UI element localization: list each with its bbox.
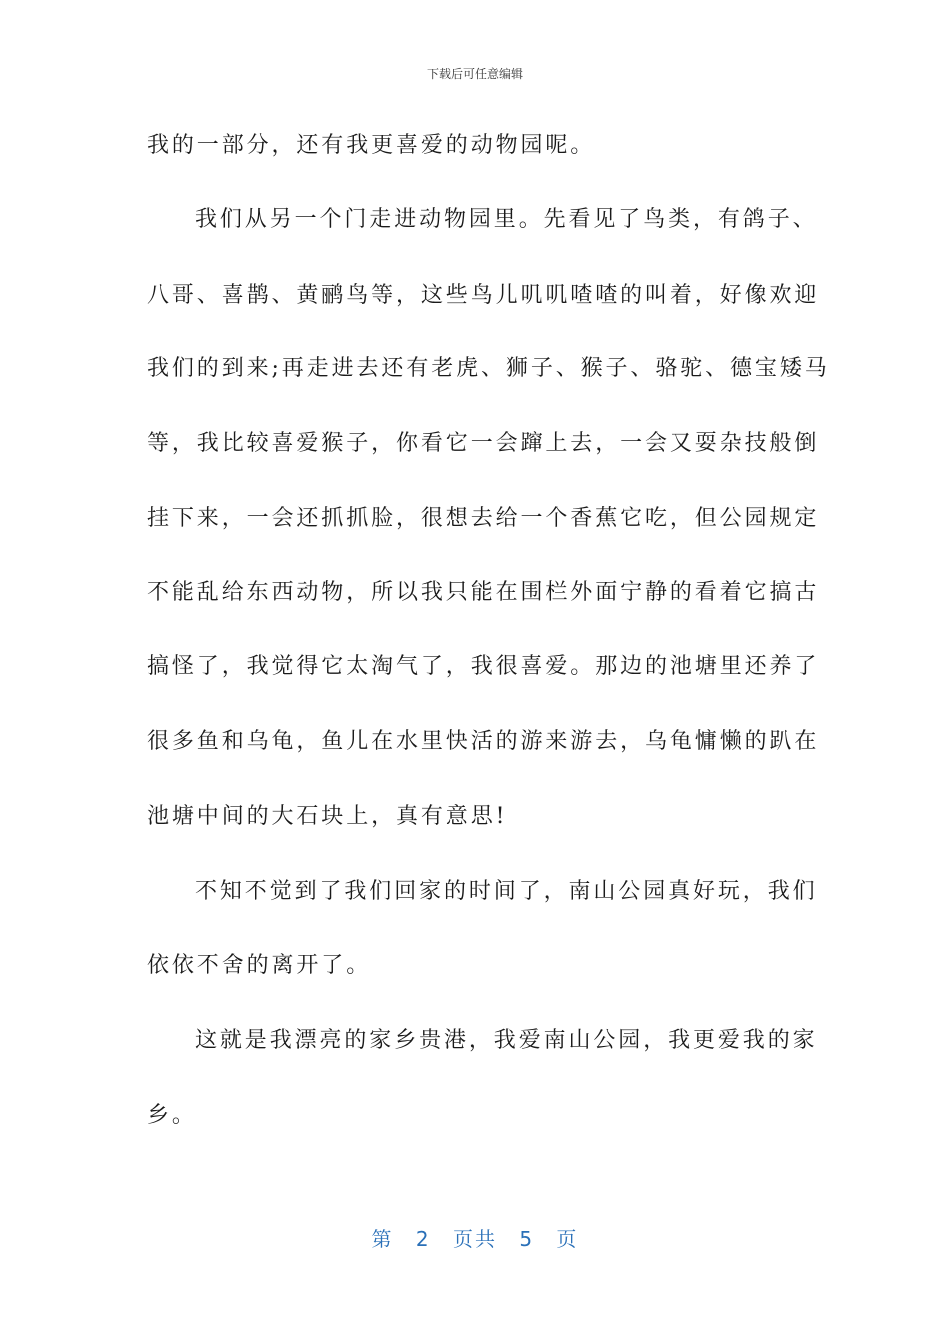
body-line-14: 乡。 (147, 1103, 197, 1128)
body-line-4: 我们的到来;再走进去还有老虎、狮子、猴子、骆驼、德宝矮马 (147, 356, 830, 381)
page-number: 第 2 页共 5 页 (371, 1227, 579, 1251)
body-line-9: 很多鱼和乌龟，鱼儿在水里快活的游来游去，乌龟慵懒的趴在 (147, 729, 820, 754)
body-line-6: 挂下来，一会还抓抓脸，很想去给一个香蕉它吃，但公园规定 (147, 506, 820, 531)
body-line-3: 八哥、喜鹊、黄鹂鸟等，这些鸟儿叽叽喳喳的叫着，好像欢迎 (147, 283, 820, 308)
body-line-5: 等，我比较喜爱猴子，你看它一会蹿上去，一会又耍杂技般倒 (147, 431, 820, 456)
body-line-2: 我们从另一个门走进动物园里。先看见了鸟类，有鸽子、 (195, 207, 818, 232)
body-line-1: 我的一部分，还有我更喜爱的动物园呢。 (147, 133, 596, 158)
body-line-10: 池塘中间的大石块上，真有意思! (147, 804, 508, 829)
body-line-11: 不知不觉到了我们回家的时间了，南山公园真好玩，我们 (195, 879, 818, 904)
body-line-13: 这就是我漂亮的家乡贵港，我爱南山公园，我更爱我的家 (195, 1028, 818, 1053)
body-line-12: 依依不舍的离开了。 (147, 953, 372, 978)
body-line-8: 搞怪了，我觉得它太淘气了，我很喜爱。那边的池塘里还养了 (147, 654, 820, 679)
page-header: 下载后可任意编辑 (426, 67, 523, 81)
body-line-7: 不能乱给东西动物，所以我只能在围栏外面宁静的看着它搞古 (147, 580, 820, 605)
